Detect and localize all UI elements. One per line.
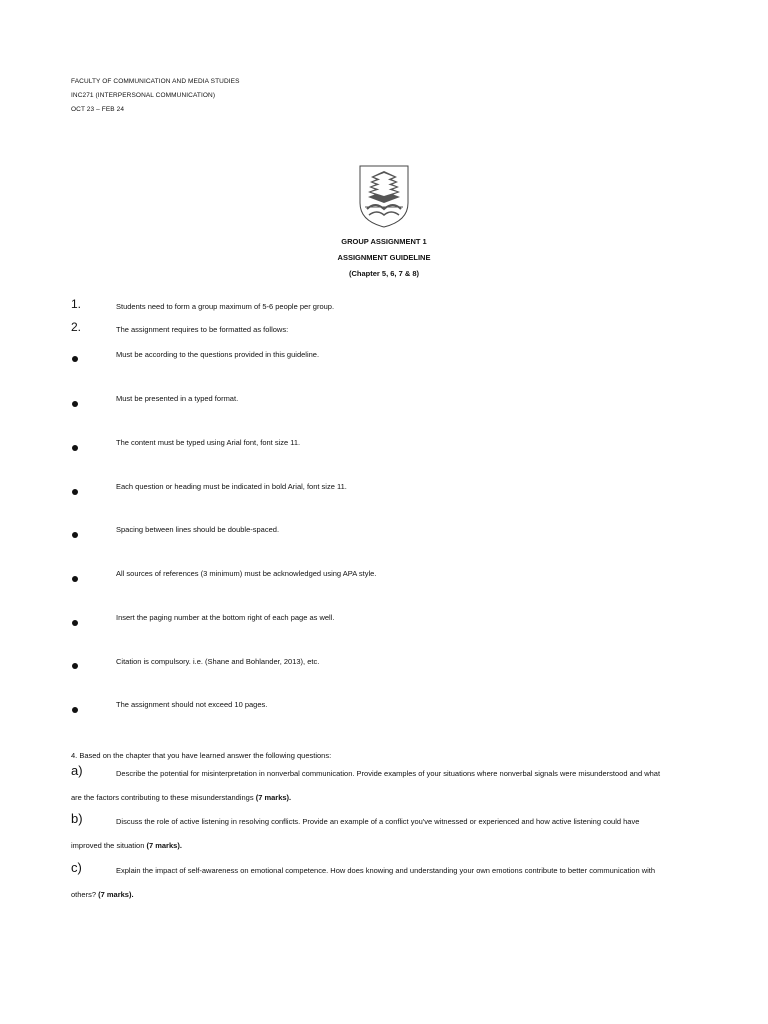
bullet-dot <box>72 707 78 713</box>
question-a-line2: are the factors contributing to these misunderstandings (7 marks). <box>71 793 292 802</box>
semester-line: OCT 23 – FEB 24 <box>71 106 125 113</box>
bullet-text: The content must be typed using Arial font, font size 11. <box>116 438 301 447</box>
bullet-text: The assignment should not exceed 10 pages. <box>116 700 268 709</box>
question-a-marks: (7 marks). <box>255 793 292 802</box>
question-letter-b: b) <box>71 811 83 826</box>
faculty-line: FACULTY OF COMMUNICATION AND MEDIA STUDIES <box>71 78 240 85</box>
item-text-2: The assignment requires to be formatted as follows: <box>116 325 289 334</box>
course-line: INC271 (INTERPERSONAL COMMUNICATION) <box>71 92 216 99</box>
item-number-2: 2. <box>71 320 82 334</box>
bullet-text: Spacing between lines should be double-spaced. <box>116 525 280 534</box>
chapter-range: (Chapter 5, 6, 7 & 8) <box>348 269 420 278</box>
bullet-dot <box>72 401 78 407</box>
bullet-dot <box>72 663 78 669</box>
question-letter-c: c) <box>71 860 82 875</box>
item-number-1: 1. <box>71 297 82 311</box>
university-crest-icon <box>357 163 411 229</box>
bullet-text: Citation is compulsory. i.e. (Shane and Bohlander, 2013), etc. <box>116 657 320 666</box>
bullet-dot <box>72 532 78 538</box>
question-b-line1: Discuss the role of active listening in resolving conflicts. Provide an example of a conflict you've witnessed or experienced and how active listening could have <box>116 817 640 826</box>
question-c-line1: Explain the impact of self-awareness on emotional competence. How does knowing and understanding your own emotions contribute to better communication with <box>116 866 656 875</box>
bullet-text: Each question or heading must be indicated in bold Arial, font size 11. <box>116 482 347 491</box>
bullet-dot <box>72 356 78 362</box>
item-text-1: Students need to form a group maximum of 5-6 people per group. <box>116 302 335 311</box>
bullet-text: Insert the paging number at the bottom right of each page as well. <box>116 613 335 622</box>
assignment-subtitle: ASSIGNMENT GUIDELINE <box>337 253 431 262</box>
question-b-marks: (7 marks). <box>146 841 182 850</box>
bullet-dot <box>72 576 78 582</box>
question-c-marks: (7 marks). <box>98 890 134 899</box>
section-4-intro: 4. Based on the chapter that you have learned answer the following questions: <box>71 751 332 760</box>
assignment-title: GROUP ASSIGNMENT 1 <box>341 237 427 246</box>
question-a-line1: Describe the potential for misinterpretation in nonverbal communication. Provide examples of your situations where nonverbal signals were misunderstood and what <box>116 769 661 778</box>
bullet-dot <box>72 445 78 451</box>
question-letter-a: a) <box>71 763 83 778</box>
question-b-line2: improved the situation (7 marks). <box>71 841 182 850</box>
bullet-dot <box>72 620 78 626</box>
question-c-line2: others? (7 marks). <box>71 890 134 899</box>
bullet-text: All sources of references (3 minimum) must be acknowledged using APA style. <box>116 569 377 578</box>
bullet-text: Must be according to the questions provided in this guideline. <box>116 350 320 359</box>
bullet-dot <box>72 489 78 495</box>
bullet-text: Must be presented in a typed format. <box>116 394 239 403</box>
